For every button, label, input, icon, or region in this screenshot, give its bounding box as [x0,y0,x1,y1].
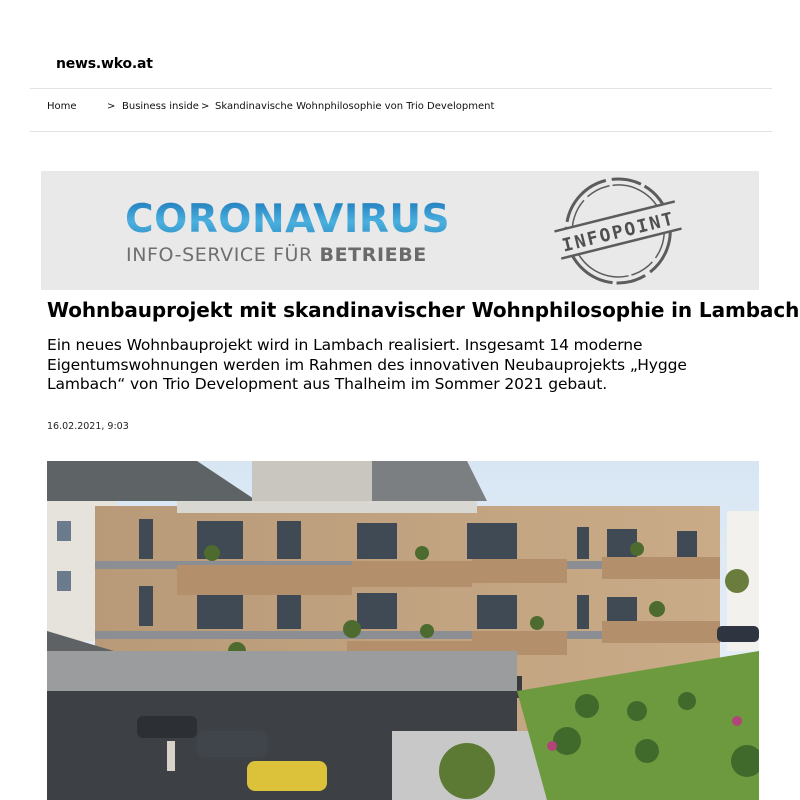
breadcrumb-separator: > [107,101,116,112]
infopoint-stamp-icon [553,171,683,289]
breadcrumb-home[interactable]: Home [47,101,77,112]
coronavirus-banner[interactable] [41,171,759,290]
building-rendering [47,461,759,800]
banner-subtitle: INFO-SERVICE FÜR BETRIEBE [126,244,427,266]
lead-line: Eigentumswohnungen werden im Rahmen des innovativen Neubauprojekts „Hygge [47,355,687,374]
site-name[interactable]: news.wko.at [56,56,153,72]
lead-line: Ein neues Wohnbauprojekt wird in Lambach realisiert. Insgesamt 14 moderne [47,336,643,354]
lead-line: Lambach“ von Trio Development aus Thalheim im Sommer 2021 gebaut. [47,375,608,393]
svg-text:INFOPOINT: INFOPOINT [560,208,678,257]
article-lead [47,336,767,395]
breadcrumb-separator: > [201,101,210,112]
banner-title: CORONAVIRUS [125,197,451,242]
header-divider [30,88,772,89]
breadcrumb-business-inside[interactable]: Business inside [122,101,199,112]
breadcrumb-divider [30,131,772,132]
article-date: 16.02.2021, 9:03 [47,421,129,432]
breadcrumb-current: Skandinavische Wohnphilosophie von Trio Development [215,101,495,112]
hero-image[interactable] [47,461,759,800]
article-headline: Wohnbauprojekt mit skandinavischer Wohnphilosophie in Lambach [47,298,800,322]
